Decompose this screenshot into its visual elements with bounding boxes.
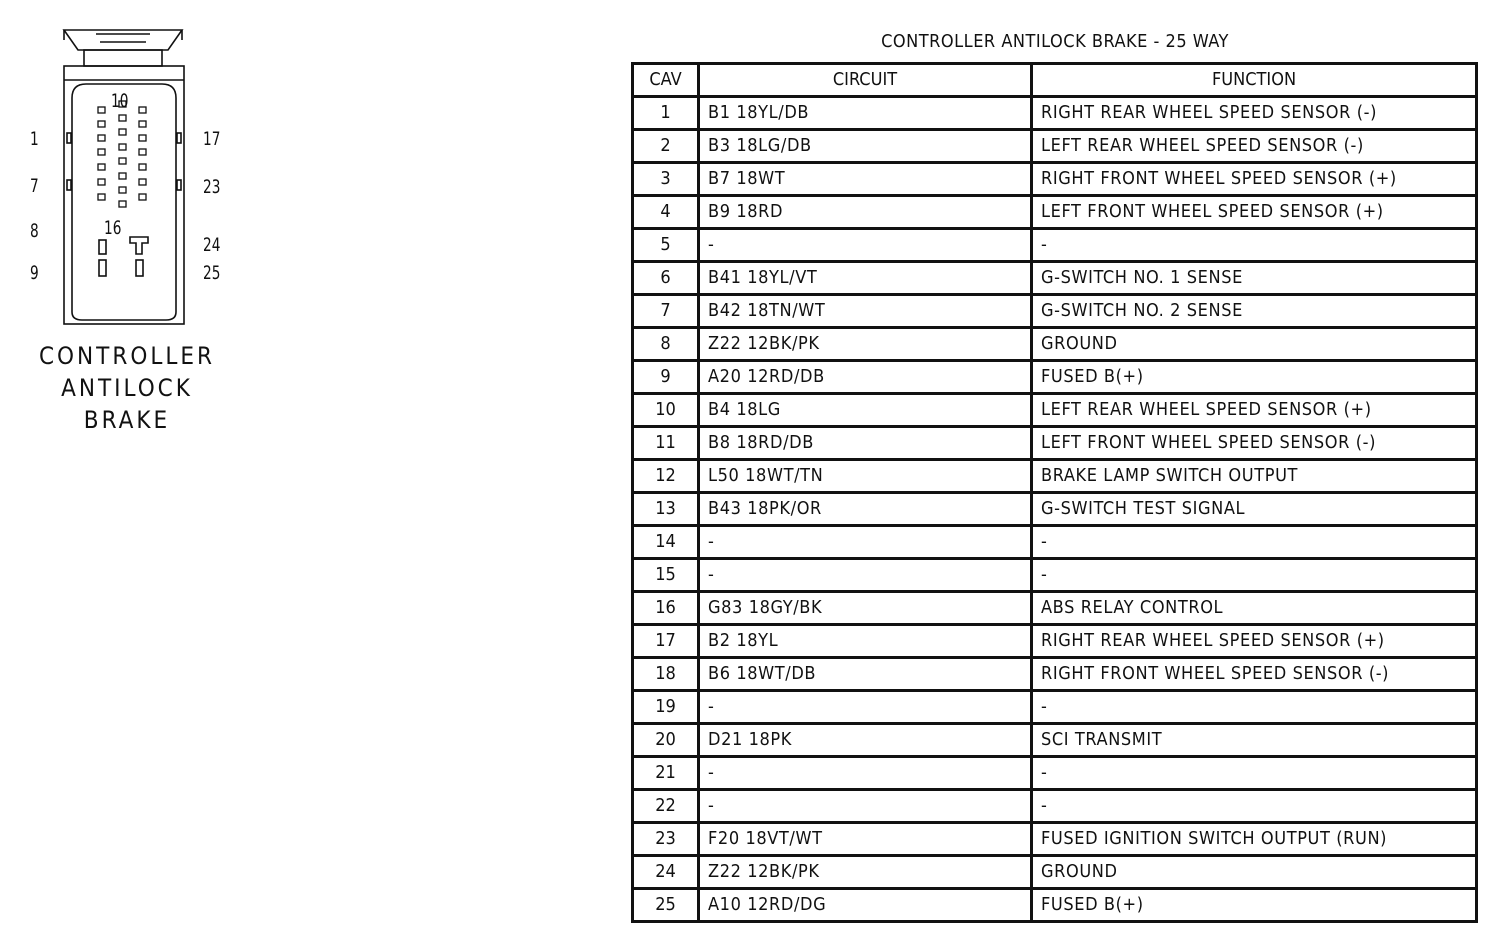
circuit-cell: - (699, 526, 1032, 559)
circuit-cell: - (699, 229, 1032, 262)
cav-cell: 8 (633, 328, 699, 361)
circuit-cell: B7 18WT (699, 163, 1032, 196)
cav-cell: 11 (633, 427, 699, 460)
circuit-cell: L50 18WT/TN (699, 460, 1032, 493)
header-function: FUNCTION (1032, 64, 1477, 97)
table-row (633, 394, 1477, 427)
pin-label-17: 17 (203, 128, 221, 150)
function-cell: RIGHT FRONT WHEEL SPEED SENSOR (+) (1032, 163, 1477, 196)
circuit-cell: Z22 12BK/PK (699, 328, 1032, 361)
table-row (633, 493, 1477, 526)
function-cell: SCI TRANSMIT (1032, 724, 1477, 757)
table-row (633, 526, 1477, 559)
function-cell: LEFT REAR WHEEL SPEED SENSOR (-) (1032, 130, 1477, 163)
function-cell: LEFT FRONT WHEEL SPEED SENSOR (-) (1032, 427, 1477, 460)
table-body (633, 97, 1477, 922)
function-cell: G-SWITCH TEST SIGNAL (1032, 493, 1477, 526)
function-cell: G-SWITCH NO. 2 SENSE (1032, 295, 1477, 328)
table-row (633, 460, 1477, 493)
power-pin-cavities (99, 237, 148, 276)
cav-cell: 10 (633, 394, 699, 427)
pin-label-7: 7 (30, 175, 39, 197)
circuit-cell: Z22 12BK/PK (699, 856, 1032, 889)
function-cell: FUSED IGNITION SWITCH OUTPUT (RUN) (1032, 823, 1477, 856)
pin-label-23: 23 (203, 176, 221, 198)
pin-label-1: 1 (30, 128, 39, 150)
function-cell: G-SWITCH NO. 1 SENSE (1032, 262, 1477, 295)
function-cell: RIGHT REAR WHEEL SPEED SENSOR (+) (1032, 625, 1477, 658)
cav-cell: 2 (633, 130, 699, 163)
connector-cavity-outline (72, 84, 176, 320)
circuit-cell: F20 18VT/WT (699, 823, 1032, 856)
cav-cell: 9 (633, 361, 699, 394)
pin-label-24: 24 (203, 234, 221, 256)
connector-diagram (0, 0, 300, 460)
pin-label-25: 25 (203, 262, 221, 284)
connector-title-line-3: BRAKE (83, 406, 171, 434)
circuit-cell: - (699, 790, 1032, 823)
table-row (633, 130, 1477, 163)
function-cell: FUSED B(+) (1032, 361, 1477, 394)
circuit-cell: B6 18WT/DB (699, 658, 1032, 691)
table-row (633, 823, 1477, 856)
circuit-cell: B42 18TN/WT (699, 295, 1032, 328)
function-cell: ABS RELAY CONTROL (1032, 592, 1477, 625)
cav-cell: 24 (633, 856, 699, 889)
function-cell: - (1032, 229, 1477, 262)
connector-title-line-2: ANTILOCK (61, 374, 193, 402)
table-row (633, 559, 1477, 592)
circuit-cell: B43 18PK/OR (699, 493, 1032, 526)
table-row (633, 163, 1477, 196)
table-row (633, 691, 1477, 724)
table-row (633, 790, 1477, 823)
cav-cell: 21 (633, 757, 699, 790)
function-cell: RIGHT FRONT WHEEL SPEED SENSOR (-) (1032, 658, 1477, 691)
pin-label-16: 16 (104, 217, 122, 239)
cav-cell: 13 (633, 493, 699, 526)
connector-title-line-1: CONTROLLER (38, 342, 216, 370)
pin-label-8: 8 (30, 220, 39, 242)
function-cell: - (1032, 790, 1477, 823)
circuit-cell: D21 18PK (699, 724, 1032, 757)
circuit-cell: - (699, 559, 1032, 592)
function-cell: RIGHT REAR WHEEL SPEED SENSOR (-) (1032, 97, 1477, 130)
circuit-cell: B4 18LG (699, 394, 1032, 427)
header-cav: CAV (633, 64, 699, 97)
circuit-cell: A10 12RD/DG (699, 889, 1032, 922)
cav-cell: 23 (633, 823, 699, 856)
cav-cell: 18 (633, 658, 699, 691)
cav-cell: 16 (633, 592, 699, 625)
small-pin-cavities (98, 101, 146, 207)
circuit-cell: A20 12RD/DB (699, 361, 1032, 394)
cav-cell: 14 (633, 526, 699, 559)
pin-label-9: 9 (30, 262, 39, 284)
cav-cell: 20 (633, 724, 699, 757)
cav-cell: 5 (633, 229, 699, 262)
cav-cell: 4 (633, 196, 699, 229)
table-row (633, 361, 1477, 394)
header-circuit: CIRCUIT (699, 64, 1032, 97)
circuit-cell: B41 18YL/VT (699, 262, 1032, 295)
circuit-cell: B3 18LG/DB (699, 130, 1032, 163)
circuit-cell: B8 18RD/DB (699, 427, 1032, 460)
cav-cell: 7 (633, 295, 699, 328)
circuit-cell: B9 18RD (699, 196, 1032, 229)
function-cell: - (1032, 757, 1477, 790)
pin-label-10: 10 (111, 90, 129, 112)
cav-cell: 15 (633, 559, 699, 592)
table-title: CONTROLLER ANTILOCK BRAKE - 25 WAY (881, 31, 1229, 52)
circuit-cell: G83 18GY/BK (699, 592, 1032, 625)
circuit-cell: - (699, 691, 1032, 724)
pinout-table (631, 62, 1478, 923)
function-cell: - (1032, 691, 1477, 724)
cav-cell: 3 (633, 163, 699, 196)
table-row (633, 856, 1477, 889)
table-header-row (633, 64, 1477, 97)
table-row (633, 196, 1477, 229)
table-row (633, 97, 1477, 130)
table-row (633, 757, 1477, 790)
circuit-cell: - (699, 757, 1032, 790)
function-cell: GROUND (1032, 328, 1477, 361)
function-cell: BRAKE LAMP SWITCH OUTPUT (1032, 460, 1477, 493)
cav-cell: 22 (633, 790, 699, 823)
function-cell: - (1032, 559, 1477, 592)
cav-cell: 17 (633, 625, 699, 658)
cav-cell: 6 (633, 262, 699, 295)
table-row (633, 592, 1477, 625)
circuit-cell: B1 18YL/DB (699, 97, 1032, 130)
connector-latch (64, 30, 182, 66)
function-cell: GROUND (1032, 856, 1477, 889)
table-row (633, 328, 1477, 361)
circuit-cell: B2 18YL (699, 625, 1032, 658)
table-row (633, 658, 1477, 691)
function-cell: LEFT REAR WHEEL SPEED SENSOR (+) (1032, 394, 1477, 427)
table-row (633, 889, 1477, 922)
table-row (633, 427, 1477, 460)
table-row (633, 724, 1477, 757)
function-cell: LEFT FRONT WHEEL SPEED SENSOR (+) (1032, 196, 1477, 229)
function-cell: FUSED B(+) (1032, 889, 1477, 922)
cav-cell: 12 (633, 460, 699, 493)
cav-cell: 1 (633, 97, 699, 130)
table-row (633, 229, 1477, 262)
function-cell: - (1032, 526, 1477, 559)
cav-cell: 25 (633, 889, 699, 922)
table-row (633, 625, 1477, 658)
table-row (633, 295, 1477, 328)
table-row (633, 262, 1477, 295)
cav-cell: 19 (633, 691, 699, 724)
